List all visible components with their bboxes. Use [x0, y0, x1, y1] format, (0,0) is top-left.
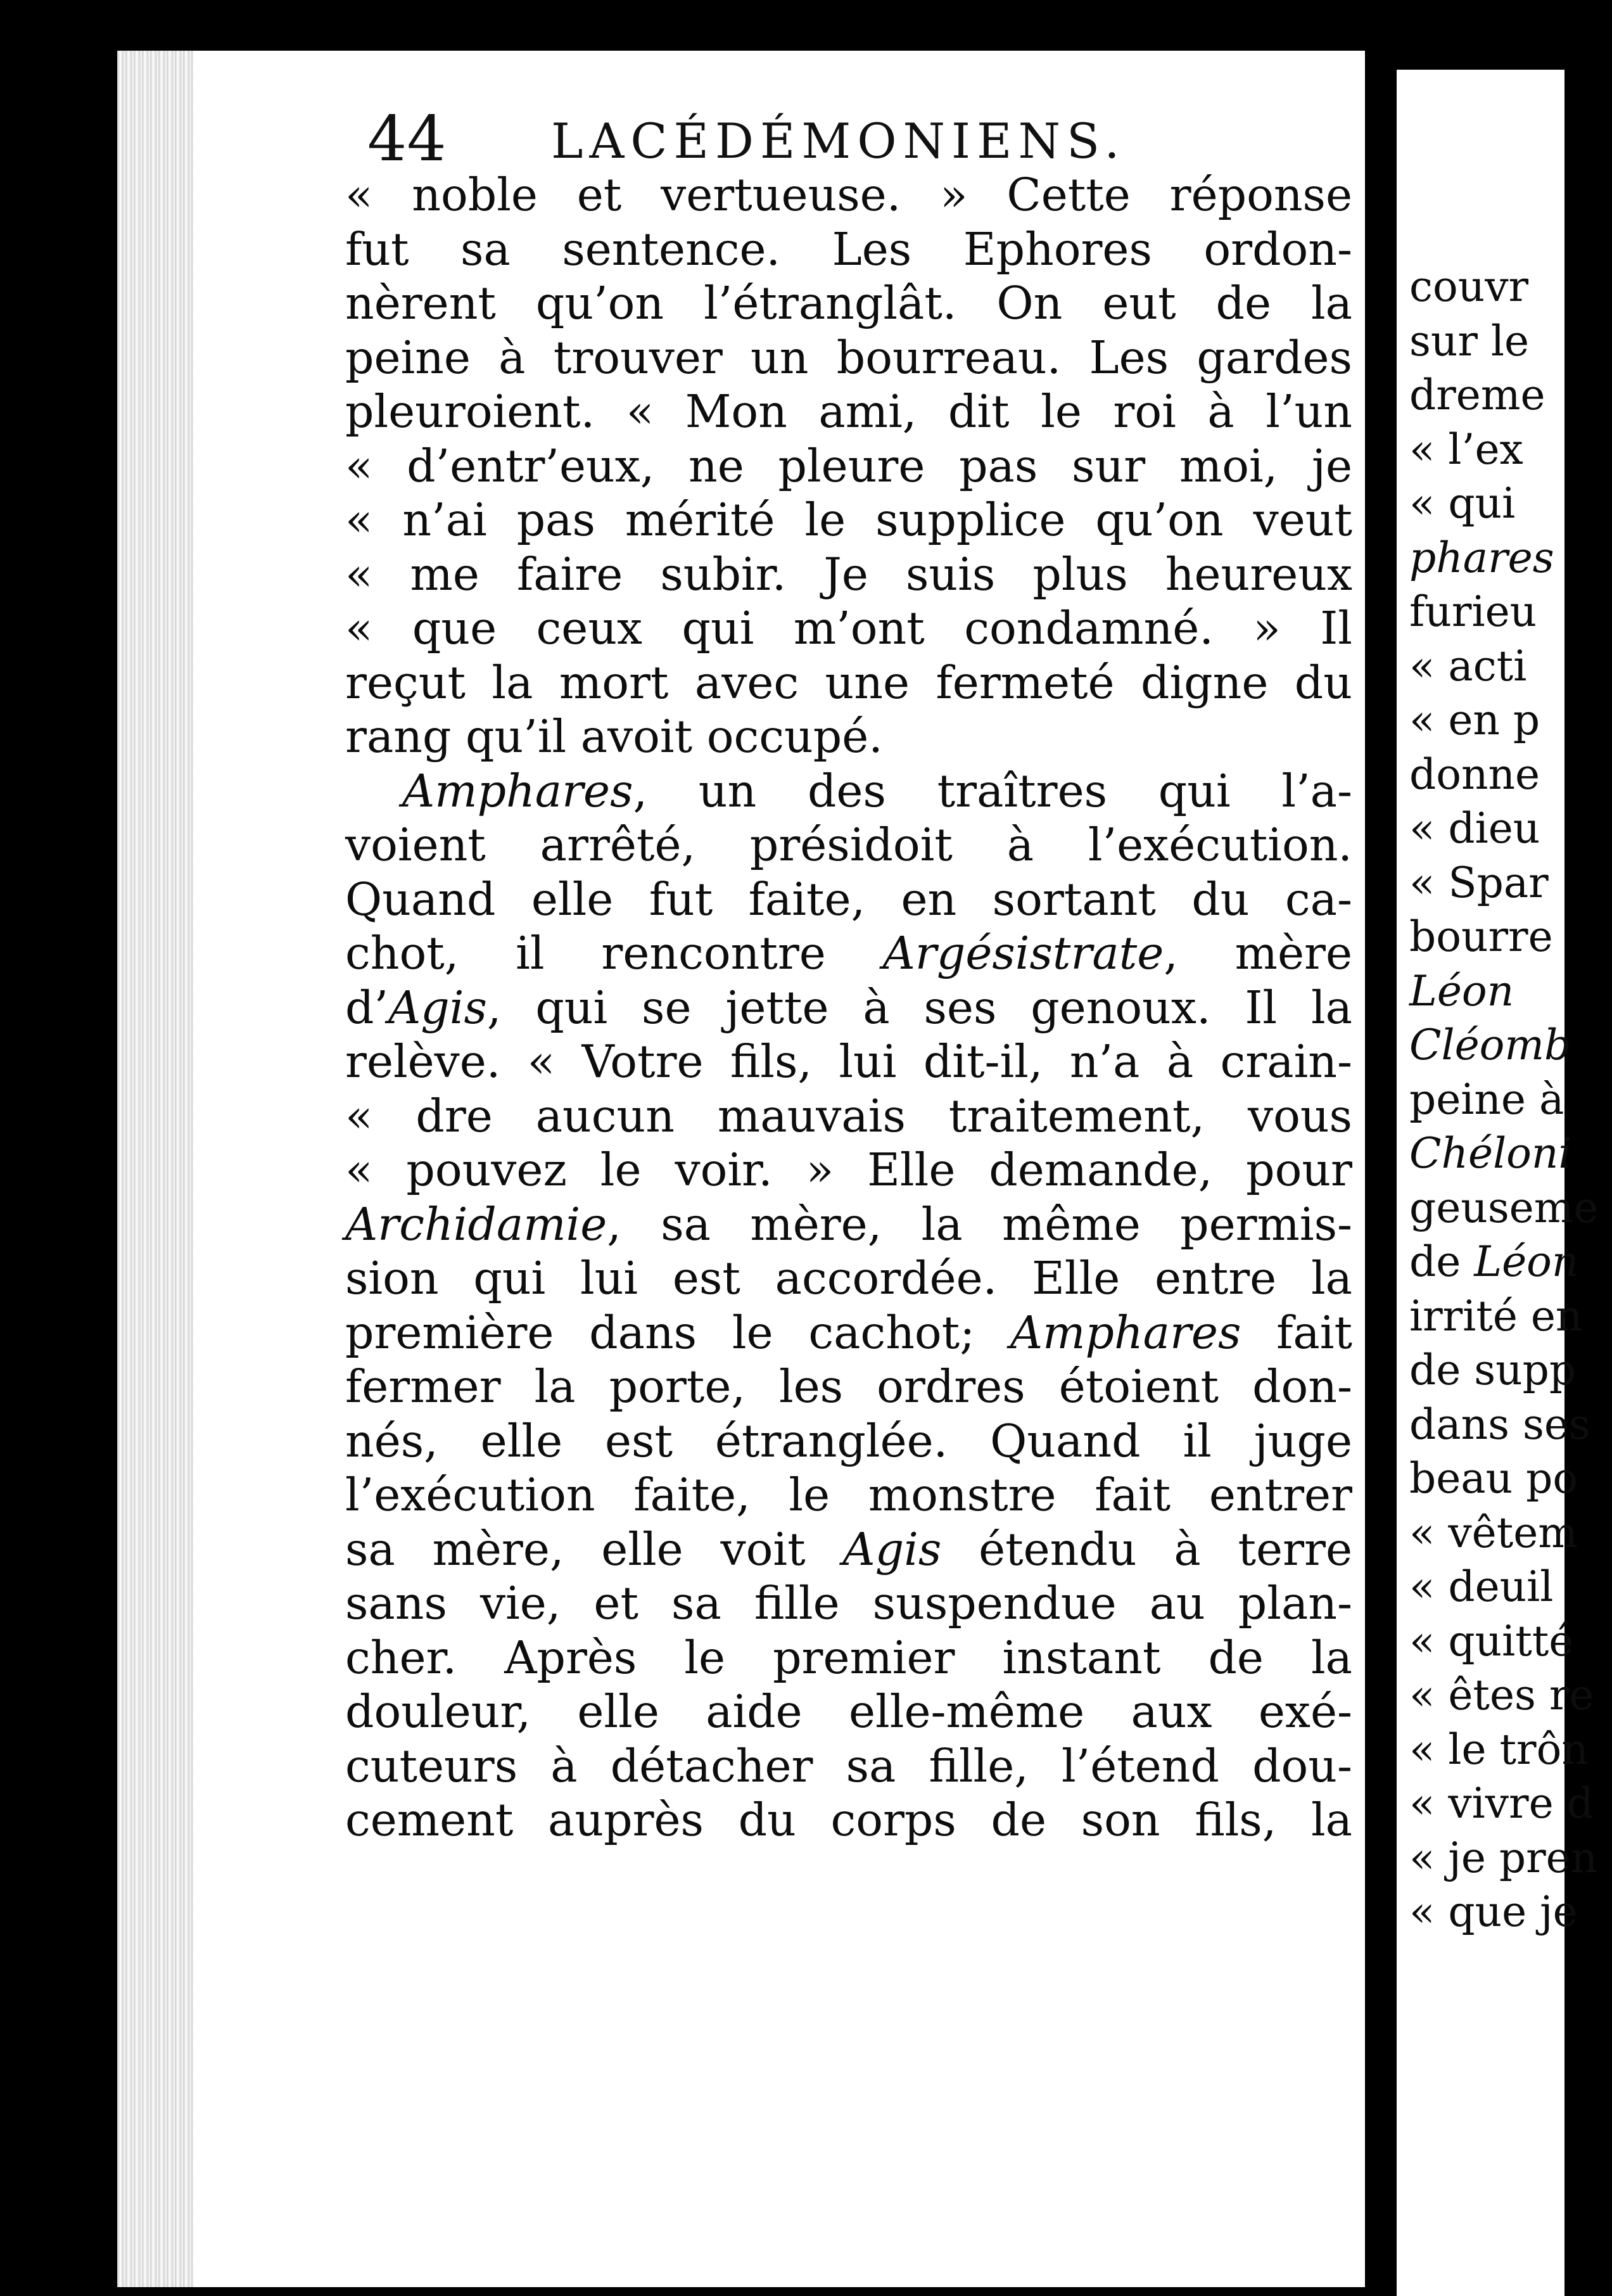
text-line — [345, 872, 1352, 927]
text-run: « que je — [1409, 1887, 1578, 1936]
text-run: bourre — [1409, 912, 1553, 961]
text-line — [345, 439, 1352, 494]
text-run: « que ceux qui m’ont condamné. » Il — [345, 602, 1352, 654]
text-line — [1409, 801, 1612, 856]
text-line — [345, 168, 1352, 222]
text-line — [1409, 1723, 1612, 1777]
text-line — [1409, 910, 1612, 964]
text-run: « me faire subir. Je suis plus heureux — [345, 547, 1352, 601]
text-line — [1409, 1668, 1612, 1723]
text-line — [1409, 531, 1612, 585]
page-header — [367, 105, 1191, 174]
text-run: première dans le cachot; — [345, 1306, 1010, 1359]
text-line — [1409, 368, 1612, 423]
text-run: couvr — [1409, 262, 1529, 311]
text-run: fut sa sentence. Les Ephores ordon- — [345, 222, 1352, 276]
text-run: sans vie, et sa fille suspendue au plan- — [345, 1577, 1352, 1630]
text-run: voient arrêté, présidoit à l’exécution. — [345, 819, 1352, 871]
text-line — [345, 818, 1352, 872]
text-run: nèrent qu’on l’étranglât. On eut de la — [345, 277, 1352, 329]
text-line — [345, 1522, 1352, 1577]
text-run: « quitté — [1409, 1616, 1574, 1666]
text-line — [1409, 1506, 1612, 1560]
text-run: , un des traîtres qui l’a- — [633, 764, 1352, 817]
text-run: « l’ex — [1409, 424, 1523, 474]
italic-name: Amphares — [402, 764, 633, 817]
text-run: , mère — [1164, 927, 1352, 979]
text-run: , sa mère, la même permis- — [607, 1197, 1352, 1251]
text-run: « d’entr’eux, ne pleure pas sur moi, je — [345, 439, 1352, 492]
text-line — [345, 1576, 1352, 1631]
text-line — [1409, 314, 1612, 369]
italic-name: Cléomb — [1409, 1021, 1571, 1069]
text-line — [345, 547, 1352, 602]
text-run: « dieu — [1409, 804, 1540, 853]
text-line — [345, 1143, 1352, 1197]
italic-name: Argésistrate — [882, 927, 1164, 979]
text-run: geuseme — [1409, 1183, 1599, 1232]
text-run: fermer la porte, les ordres étoient don- — [345, 1360, 1352, 1413]
italic-name: Archidamie — [345, 1197, 607, 1251]
text-line — [345, 1251, 1352, 1306]
text-run: « vivre d — [1409, 1779, 1594, 1828]
text-run: « dre aucun mauvais traitement, vous — [345, 1089, 1352, 1142]
text-run: nés, elle est étranglée. Quand il juge — [345, 1414, 1352, 1467]
text-line — [1409, 1885, 1612, 1939]
text-line — [1409, 964, 1612, 1019]
text-run: sur le — [1409, 316, 1530, 366]
text-run: « acti — [1409, 641, 1527, 691]
text-line — [345, 1035, 1352, 1089]
text-line — [1409, 1018, 1612, 1073]
text-line — [345, 1306, 1352, 1360]
italic-name: Agis — [842, 1522, 942, 1576]
page-edges — [117, 51, 193, 2287]
text-line — [1409, 1776, 1612, 1831]
text-run: « en p — [1409, 696, 1540, 744]
text-run: cuteurs à détacher sa fille, l’étend dou- — [345, 1739, 1352, 1792]
text-run: « êtes re — [1409, 1671, 1594, 1719]
text-run: cher. Après le premier instant de la — [345, 1631, 1352, 1684]
text-run: « qui — [1409, 479, 1516, 528]
text-run: douleur, elle aide elle-même aux exé- — [345, 1685, 1352, 1738]
text-line — [1409, 693, 1612, 748]
text-line — [1409, 1831, 1612, 1885]
text-line — [345, 1685, 1352, 1739]
text-run: « n’ai pas mérité le supplice qu’on veut — [345, 494, 1352, 546]
text-line — [345, 1414, 1352, 1469]
italic-name: Léon — [1409, 966, 1514, 1016]
text-run: chot, il rencontre — [345, 927, 883, 979]
text-run: dans ses — [1409, 1400, 1590, 1449]
text-line — [345, 764, 1352, 819]
italic-name: Léon — [1474, 1237, 1579, 1286]
text-run: « vêtem — [1409, 1508, 1578, 1557]
text-line — [345, 1360, 1352, 1414]
text-run: donne — [1409, 749, 1540, 799]
text-line — [1409, 1343, 1612, 1398]
text-run: « le trôn — [1409, 1725, 1589, 1774]
text-line — [345, 710, 1352, 764]
text-line — [1409, 1235, 1612, 1289]
italic-name: Agis — [388, 981, 487, 1034]
text-run: furieu — [1409, 587, 1537, 636]
page-number: 44 — [367, 103, 447, 175]
text-run: Quand elle fut faite, en sortant du ca- — [345, 872, 1352, 926]
text-run: peine à — [1409, 1075, 1564, 1124]
text-line — [345, 1468, 1352, 1522]
text-line — [1409, 1073, 1612, 1127]
text-line — [345, 1793, 1352, 1847]
body-text — [345, 168, 1352, 2069]
text-run: pleuroient. « Mon ami, dit le roi à l’un — [345, 385, 1352, 438]
text-run: d’ — [345, 981, 389, 1034]
text-run: rang qu’il avoit occupé. — [345, 710, 883, 763]
italic-name: Amphares — [1010, 1306, 1241, 1359]
text-line — [345, 276, 1352, 331]
text-line — [345, 981, 1352, 1035]
text-run: , qui se jette à ses genoux. Il la — [486, 981, 1352, 1034]
text-run: « Spar — [1409, 858, 1549, 907]
text-line — [345, 1631, 1352, 1685]
text-line — [1409, 423, 1612, 477]
text-line — [1409, 748, 1612, 802]
text-run: « deuil — [1409, 1562, 1554, 1611]
right-page — [1397, 70, 1599, 2296]
text-line — [1409, 1181, 1612, 1235]
text-line — [1409, 585, 1612, 639]
text-run: beau po — [1409, 1454, 1578, 1503]
italic-name: Chéloni — [1409, 1129, 1572, 1178]
text-run: de supp — [1409, 1346, 1577, 1394]
text-line — [345, 926, 1352, 981]
text-run: dreme — [1409, 371, 1545, 419]
text-line — [1409, 476, 1612, 531]
text-run: relève. « Votre fils, lui dit-il, n’a à crain- — [345, 1035, 1352, 1088]
text-line — [1409, 639, 1612, 694]
text-line — [1409, 1614, 1612, 1669]
text-run: cement auprès du corps de son fils, la — [345, 1794, 1352, 1846]
text-run: de — [1409, 1237, 1475, 1286]
text-run: l’exécution faite, le monstre fait entrer — [345, 1469, 1352, 1521]
running-title: LACÉDÉMONIENS. — [551, 113, 1126, 169]
text-line — [345, 385, 1352, 439]
text-run: irrité en — [1409, 1291, 1583, 1341]
text-line — [345, 656, 1352, 710]
text-run: peine à trouver un bourreau. Les gardes — [345, 331, 1352, 384]
text-line — [345, 601, 1352, 656]
italic-name: phares — [1409, 533, 1554, 582]
text-line — [345, 331, 1352, 385]
text-run: « je pren — [1409, 1833, 1598, 1882]
text-run: « noble et vertueuse. » Cette réponse — [345, 169, 1352, 221]
text-line — [345, 1197, 1352, 1252]
text-line — [1409, 856, 1612, 910]
text-run: sa mère, elle voit — [345, 1522, 843, 1576]
text-run: reçut la mort avec une fermeté digne du — [345, 656, 1352, 709]
text-run: « pouvez le voir. » Elle demande, pour — [345, 1144, 1352, 1196]
text-line — [1409, 260, 1612, 314]
text-line — [1409, 1560, 1612, 1614]
text-line — [345, 1739, 1352, 1794]
text-line — [1409, 1451, 1612, 1506]
text-line — [345, 1089, 1352, 1144]
text-line — [345, 493, 1352, 547]
text-line — [1409, 1126, 1612, 1181]
text-line — [1409, 1398, 1612, 1452]
text-line — [1409, 1289, 1612, 1344]
text-run: fait — [1241, 1306, 1352, 1359]
text-run: étendu à terre — [941, 1522, 1352, 1576]
text-run: sion qui lui est accordée. Elle entre la — [345, 1252, 1352, 1304]
text-line — [345, 222, 1352, 277]
right-page-text — [1409, 260, 1612, 1939]
